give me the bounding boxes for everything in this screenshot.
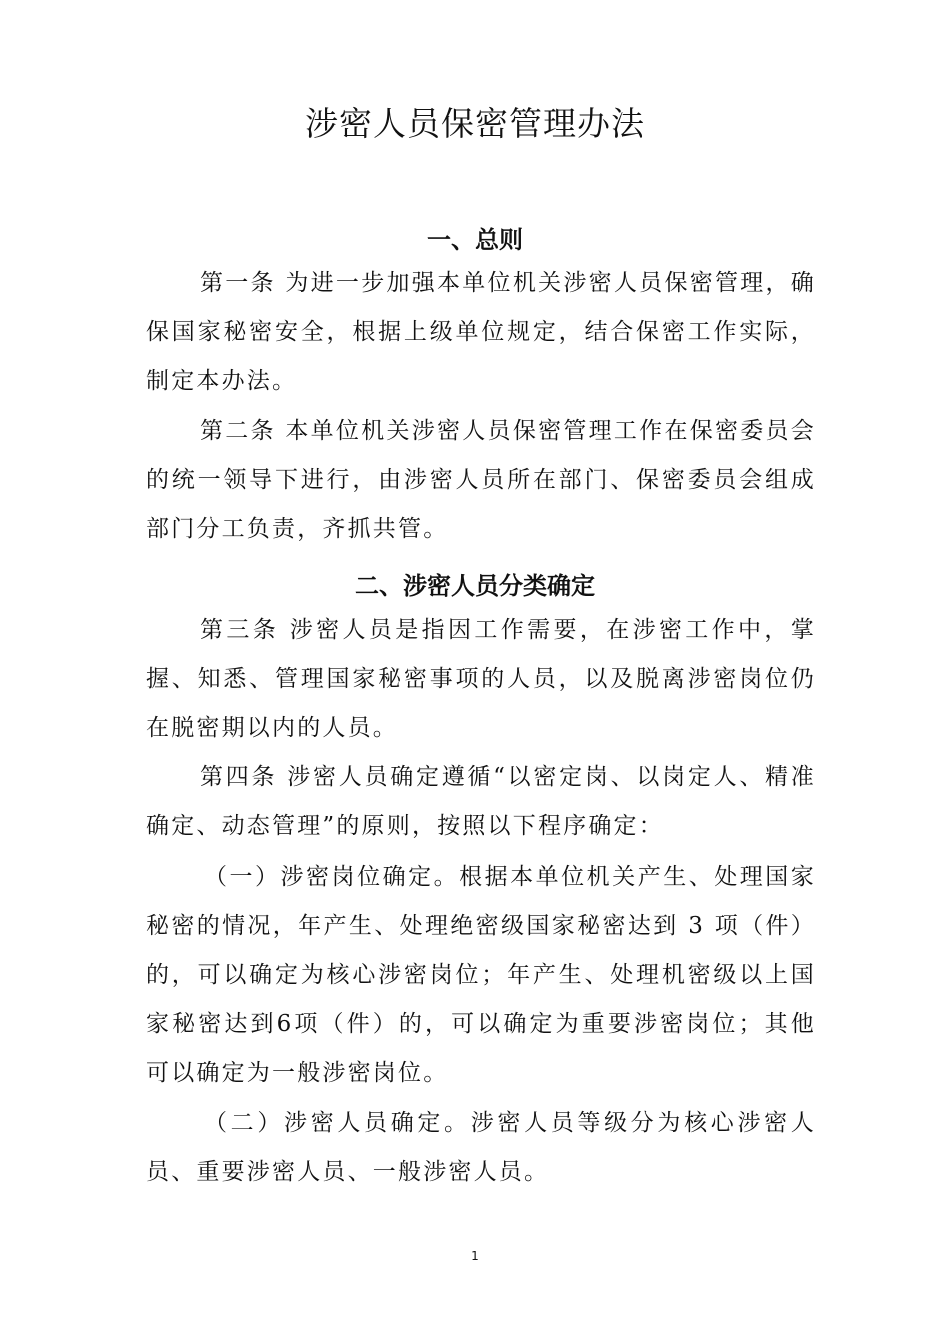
item-1-paragraph: （一）涉密岗位确定。根据本单位机关产生、处理国家秘密的情况，年产生、处理绝密级国家秘密达到 3 项（件）的，可以确定为核心涉密岗位；年产生、处理机密级以上国家秘密达到6项（件）的，可以确定为重要涉密岗位；其他可以确定为一般涉密岗位。 — [146, 864, 816, 1086]
section-heading-classification: 二、涉密人员分类确定 — [355, 572, 595, 600]
page-number: 1 — [471, 1249, 479, 1263]
item-2-paragraph: （二）涉密人员确定。涉密人员等级分为核心涉密人员、重要涉密人员、一般涉密人员。 — [146, 1110, 816, 1185]
section-heading-general: 一、总则 — [427, 226, 523, 254]
article-4-paragraph: 第四条 涉密人员确定遵循“以密定岗、以岗定人、精准确定、动态管理”的原则，按照以下程序确定： — [146, 764, 816, 839]
article-1-paragraph: 第一条 为进一步加强本单位机关涉密人员保密管理，确保国家秘密安全，根据上级单位规定，结合保密工作实际，制定本办法。 — [146, 270, 816, 394]
document-title: 涉密人员保密管理办法 — [305, 104, 645, 143]
article-3-paragraph: 第三条 涉密人员是指因工作需要，在涉密工作中，掌握、知悉、管理国家秘密事项的人员，以及脱离涉密岗位仍在脱密期以内的人员。 — [146, 617, 816, 741]
article-2-paragraph: 第二条 本单位机关涉密人员保密管理工作在保密委员会的统一领导下进行，由涉密人员所在部门、保密委员会组成部门分工负责，齐抓共管。 — [146, 418, 816, 542]
